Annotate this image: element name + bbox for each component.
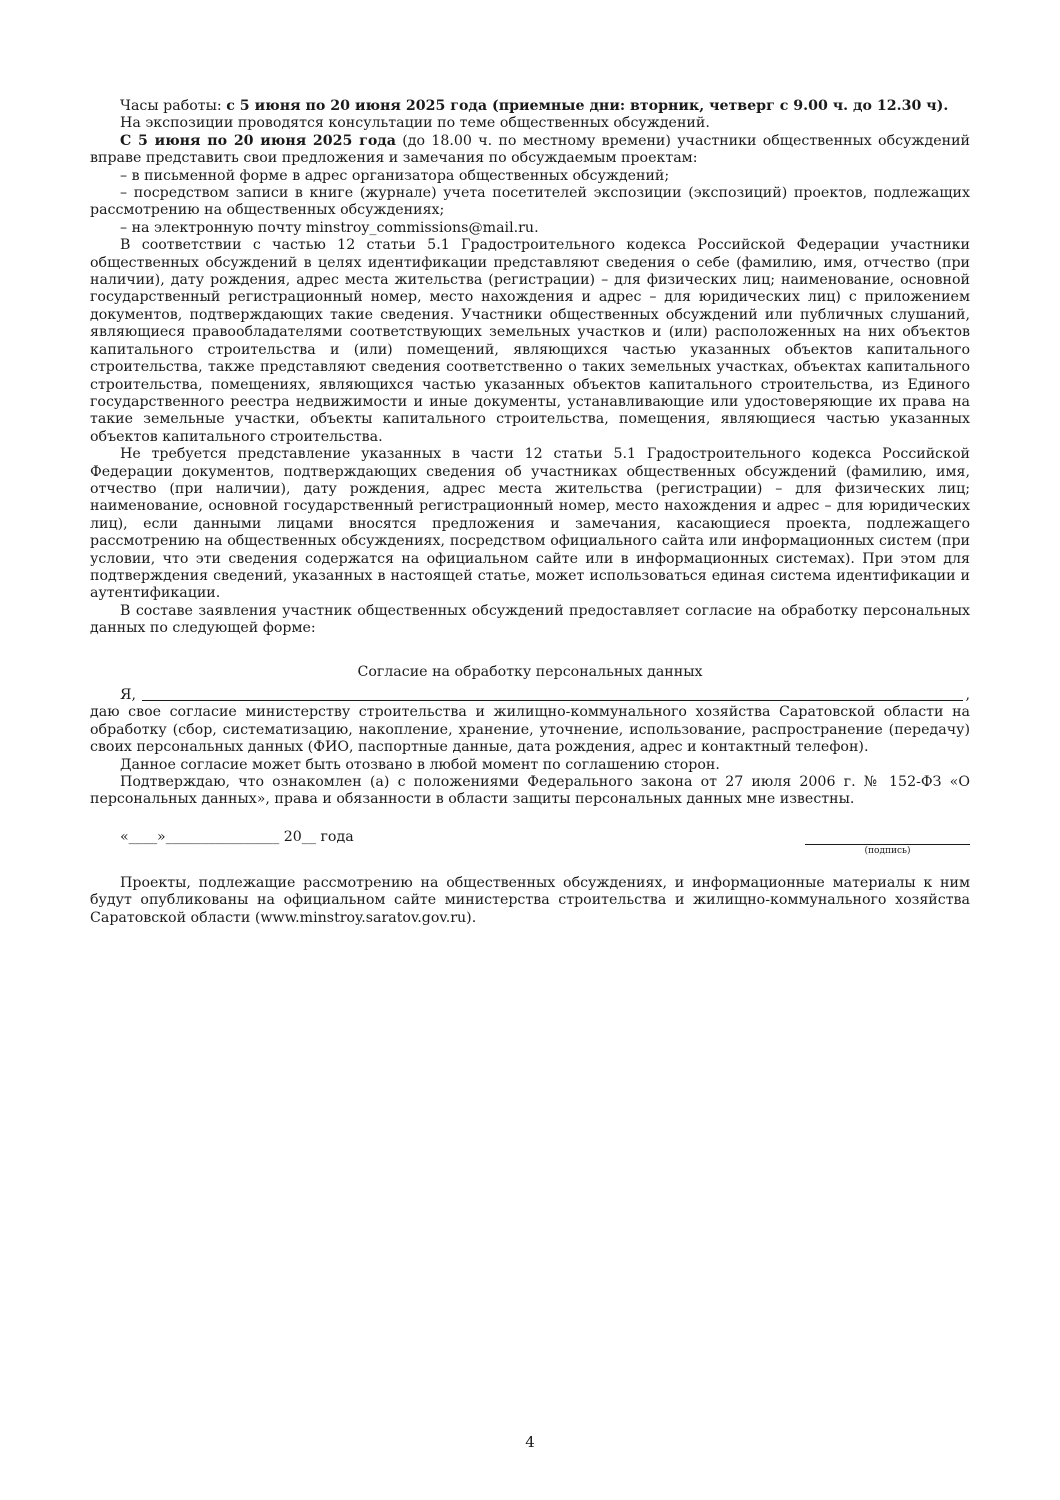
working-hours xyxy=(90,98,970,115)
consent-body: даю свое согласие министерству строительства и жилищно-коммунального хозяйства Саратовской области на обработку (сбор, систематизацию, накопление, хранение, уточнение, использование, распространение (передачу) своих персональных данных (ФИО, паспортные данные, дата рождения, адрес и контактный телефон). xyxy=(90,704,970,756)
working-hours-value: с 5 июня по 20 июня 2025 года (приемные дни: вторник, четверг с 9.00 ч. до 12.30 ч). xyxy=(226,98,949,114)
identification-paragraph: В соответствии с частью 12 статьи 5.1 Градостроительного кодекса Российской Федерации участники общественных обсуждений в целях идентификации представляют сведения о себе (фамилию, имя, отчество (при наличии), дату рождения, адрес места жительства (регистрации) – для физических лиц; наименование, основной государственный регистрационный номер, место нахождения и адрес – для юридических лиц) с приложением документов, подтверждающих такие сведения. Участники общественных обсуждений или публичных слушаний, являющиеся правообладателями соответствующих земельных участков и (или) расположенных на них объектов капитального строительства и (или) помещений, являющихся частью указанных объектов капитального строительства, также представляют сведения соответственно о таких земельных участках, объектах капитального строительства, помещениях, являющихся частью указанных объектов капитального строительства, из Единого государственного реестра недвижимости и иные документы, устанавливающие или удостоверяющие их права на такие земельные участки, объекты капитального строительства, помещения, являющиеся частью указанных объектов капитального строительства. xyxy=(90,237,970,445)
proposals-dates: С 5 июня по 20 июня 2025 года xyxy=(120,132,396,149)
consent-title: Согласие на обработку персональных данных xyxy=(357,663,703,680)
working-hours-label: Часы работы: xyxy=(120,98,227,114)
consent-intro-paragraph: В составе заявления участник общественных обсуждений предоставляет согласие на обработку персональных данных по следующей форме: xyxy=(90,602,970,637)
exemption-paragraph: Не требуется представление указанных в части 12 статьи 5.1 Градостроительного кодекса Российской Федерации документов, подтверждающих сведения об участниках общественных обсуждений (фамилию, имя, отчество (при наличии), дату рождения, адрес места жительства (регистрации) – для физических лиц; наименование, основной государственный регистрационный номер, место нахождения и адрес – для юридических лиц), если данными лицами вносятся предложения и замечания, касающиеся проекта, подлежащего рассмотрению на общественных обсуждениях, посредством официального сайта или информационных систем (при условии, что эти сведения содержатся на официальном сайте или в информационных системах). При этом для подтверждения сведений, указанных в настоящей статье, может использоваться единая система идентификации и аутентификации. xyxy=(90,446,970,602)
consultation-note: На экспозиции проводятся консультации по теме общественных обсуждений. xyxy=(120,115,710,132)
date-blank: «____»________________ 20__ года xyxy=(120,828,354,845)
name-fill-line xyxy=(90,687,970,704)
signature-row xyxy=(90,829,970,857)
page-number: 4 xyxy=(525,1433,535,1451)
document-page xyxy=(90,98,970,927)
proposals-intro xyxy=(90,133,970,168)
name-suffix: , xyxy=(965,687,970,703)
proposals-text: (до 18.00 ч. по местному времени) участники общественных обсуждений вправе представить свои предложения и замечания по обсуждаемым проектам: xyxy=(90,132,970,167)
signature-caption: (подпись) xyxy=(864,845,911,856)
consent-revocable: Данное согласие может быть отозвано в любой момент по соглашению сторон. xyxy=(120,756,720,773)
publication-paragraph: Проекты, подлежащие рассмотрению на общественных обсуждениях, и информационные материалы к ним будут опубликованы на официальном сайте министерства строительства и жилищно-коммунального хозяйства Саратовской области (www.minstroy.saratov.gov.ru). xyxy=(90,874,970,926)
bullet-item: – в письменной форме в адрес организатора общественных обсуждений; xyxy=(120,167,670,184)
bullet-item: – на электронную почту minstroy_commissions@mail.ru. xyxy=(120,219,539,236)
bullet-item: – посредством записи в книге (журнале) учета посетителей экспозиции (экспозиций) проектов, подлежащих рассмотрению на общественных обсуждениях; xyxy=(90,185,970,219)
signature-blank xyxy=(805,829,970,845)
signature-block xyxy=(805,829,970,857)
name-blank xyxy=(142,700,963,701)
consent-confirmation: Подтверждаю, что ознакомлен (а) с положениями Федерального закона от 27 июля 2006 г. № 152-ФЗ «О персональных данных», права и обязанности в области защиты персональных данных мне известны. xyxy=(90,774,970,808)
name-prefix: Я, xyxy=(120,687,141,703)
